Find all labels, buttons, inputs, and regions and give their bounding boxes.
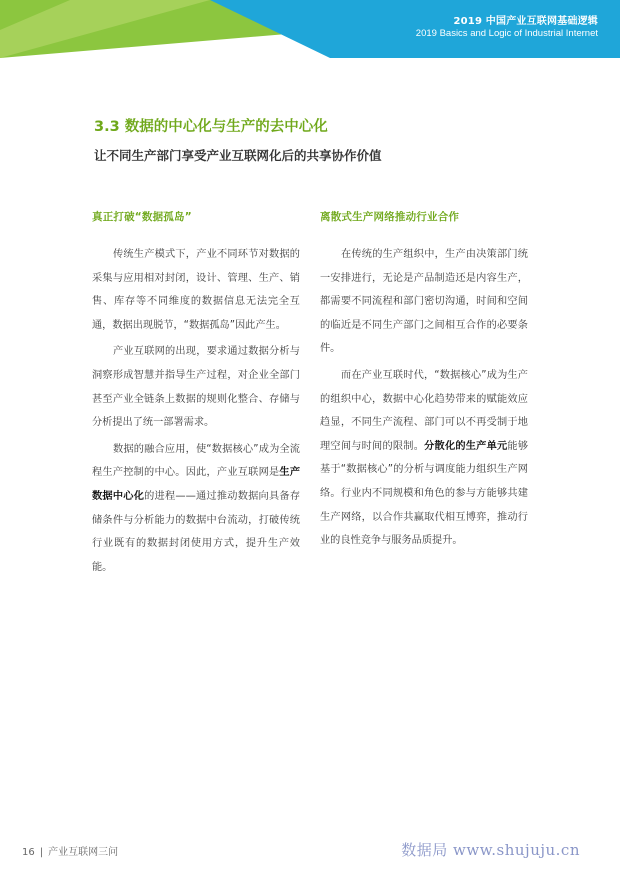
right-paragraph-2-text-a: 而在产业互联时代，“数据核心”成为生产的组织中心，数据中心化趋势带来的赋能效应趋显，不同生产流程、部门可以不再受制于地理空间与时间的限制。 [320, 369, 528, 452]
report-title: 2019 中国产业互联网基础逻辑 [453, 16, 598, 27]
left-paragraph-3-text-a: 数据的融合应用，使“数据核心”成为全流程生产控制的中心。因此，产业互联网是 [92, 443, 300, 479]
right-paragraph-2 [320, 364, 528, 553]
header-band [0, 0, 620, 58]
right-paragraph-2-bold: 分散化的生产单元 [424, 440, 508, 452]
right-paragraph-1: 在传统的生产组织中，生产由决策部门统一安排进行，无论是产品制造还是内容生产，都需要不同流程和部门密切沟通，时间和空间的临近是不同生产部门之间相互合作的必要条件。 [320, 249, 528, 355]
footer-separator: | [39, 847, 44, 858]
section-title: 3.3 数据的中心化与生产的去中心化 [94, 119, 328, 135]
left-paragraph-2: 产业互联网的出现，要求通过数据分析与洞察形成智慧并指导生产过程，对企业全部门甚至产业全链条上数据的规则化整合、存储与分析提出了统一部署需求。 [92, 346, 300, 429]
page-number: 16 [22, 847, 35, 858]
left-column-heading: 真正打破“数据孤岛” [92, 211, 192, 223]
left-paragraph-3 [92, 438, 300, 580]
section-subtitle: 让不同生产部门享受产业互联网化后的共享协作价值 [94, 148, 382, 163]
left-column [92, 209, 300, 582]
footer-section-name: 产业互联网三问 [48, 847, 119, 858]
left-paragraph-3-bold: 生产数据中心化 [92, 467, 301, 502]
left-paragraph-3-text-b: 的进程——通过推动数据向具备存储条件与分析能力的数据中台流动，打破传统行业既有的数据封闭使用方式，提升生产效能。 [92, 490, 301, 573]
watermark: 数据局 www.shujuju.cn [401, 841, 580, 859]
right-paragraph-2-text-b: 能够基于“数据核心”的分析与调度能力组织生产网络。行业内不同规模和角色的参与方能够共建生产网络，以合作共赢取代相互博弈，推动行业的良性竞争与服务品质提升。 [320, 440, 529, 547]
left-paragraph-1: 传统生产模式下，产业不同环节对数据的采集与应用相对封闭，设计、管理、生产、销售、库存等不同维度的数据信息无法完全互通，数据出现脱节，“数据孤岛”因此产生。 [92, 249, 300, 331]
right-column [320, 209, 528, 556]
footer [22, 843, 118, 858]
right-column-heading: 离散式生产网络推动行业合作 [320, 211, 460, 223]
report-subtitle: 2019 Basics and Logic of Industrial Internet [415, 28, 598, 39]
